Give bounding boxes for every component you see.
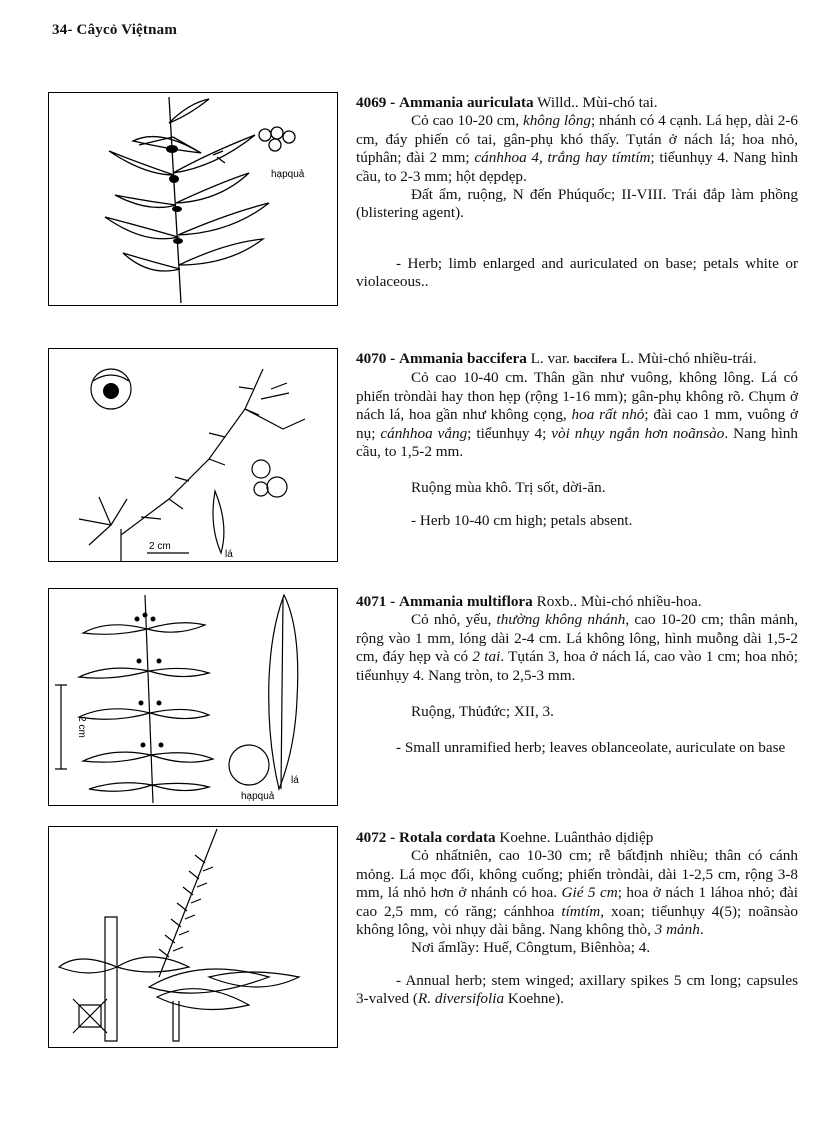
english-summary: - Herb; limb enlarged and auriculated on base; petals white or violaceous..	[356, 254, 798, 291]
habitat: Ruộng, Thủđức; XII, 3.	[411, 703, 554, 721]
figure-4072	[48, 826, 338, 1048]
english-summary: - Small unramified herb; leaves oblanceolate, auriculate on base	[396, 739, 786, 757]
figure-label-leaf: lá	[291, 775, 299, 786]
plant-illustration	[49, 589, 337, 805]
plant-illustration	[49, 827, 337, 1047]
entry-number: 4070 -	[356, 350, 396, 367]
figure-4071	[48, 588, 338, 806]
figure-label: hạpquả	[271, 169, 305, 180]
scientific-name: Ammania baccifera	[399, 350, 527, 367]
author-common-name: Roxb.. Mùi-chó nhiều-hoa.	[532, 593, 702, 610]
plant-illustration	[49, 93, 337, 305]
entry-4070	[356, 350, 798, 530]
figure-4070	[48, 348, 338, 562]
scientific-name: Ammania multiflora	[399, 593, 533, 610]
common-name: L. Mùi-chó nhiều-trái.	[617, 350, 757, 367]
entry-4069	[356, 94, 798, 292]
scientific-name: Rotala cordata	[399, 829, 496, 846]
description: Cỏ nhỏ, yếu, thường không nhánh, cao 10-20 cm; thân mảnh, rộng vào 1 mm, lóng dài 2-4 cm. Lá không lông, hình muỗng dài 1,5-2 cm, đáy hẹp và có 2 tai. Tụtán 3, hoa ở nách lá, cao vào 1 cm; hoa nhỏ; tiểunhụy 4. Nang tròn, to 2,5-3 mm.	[356, 611, 798, 684]
figure-label: lá	[225, 549, 233, 560]
description: Cỏ cao 10-40 cm. Thân gần như vuông, không lông. Lá có phiến tròndài hay thon hẹp (rộng 1-16 mm); gân-phụ không rõ. Chụm ở nách lá, hoa gần như không cọng, hoa rất nhỏ; đài cao 1 mm, vuông ở nụ; cánhhoa vắng; tiểunhụy 4; vòi nhụy ngắn hơn noãnsào. Nang hình cầu, to 1,5-2 mm.	[356, 369, 798, 461]
entry-4072	[356, 829, 798, 1009]
entry-number: 4071 -	[356, 593, 396, 610]
entry-number: 4069 -	[356, 94, 396, 111]
page-header: 34- Câycỏ Việtnam	[52, 22, 178, 38]
habitat: Ruộng mùa khô. Trị sốt, dời-ăn.	[411, 479, 606, 497]
english-summary: - Annual herb; stem winged; axillary spikes 5 cm long; capsules 3-valved (R. diversifolia Koehne).	[356, 971, 798, 1008]
figure-4069	[48, 92, 338, 306]
author-common-name: Koehne. Luânthảo dịdiệp	[495, 829, 654, 846]
author: L. var.	[526, 350, 574, 367]
entry-4071	[356, 593, 798, 758]
description: Cỏ cao 10-20 cm, không lông; nhánh có 4 cạnh. Lá hẹp, dài 2-6 cm, đáy phiến có tai, gân-phụ khó thấy. Tụtán ở nách lá; hoa nhỏ, túphân; đài 2 mm; cánhhoa 4, trắng hay tímtím; tiểunhụy 4. Nang hình cầu, to 2-3 mm; hột dẹpdẹp.	[356, 112, 798, 185]
habitat: Đất ẩm, ruộng, N đến Phúquốc; II-VIII. Trái đắp làm phồng (blistering agent).	[356, 186, 798, 222]
entry-number: 4072 -	[356, 829, 396, 846]
habitat: Nơi ẩmlầy: Huế, Côngtum, Biênhòa; 4.	[411, 939, 651, 957]
figure-scale: 2 cm	[76, 716, 87, 738]
plant-illustration	[49, 349, 337, 561]
author-common-name: Willd.. Mùi-chó tai.	[533, 94, 658, 111]
description: Cỏ nhấtniên, cao 10-30 cm; rễ bấtđịnh nhiều; thân có cánh mỏng. Lá mọc đối, không cuống; phiến tròndài, dài 1-2,5 cm, rộng 3-8 mm, lá nhỏ hơn ở nhánh có hoa. Gié 5 cm; hoa ở nách 1 láhoa nhỏ; đài cao 2,5 mm, có răng; cánhhoa tímtím, xoan; tiểunhụy 4(5); noãnsào không lông, vòi nhụy dài bằng. Nang không thò, 3 mảnh.	[356, 847, 799, 939]
english-summary: - Herb 10-40 cm high; petals absent.	[411, 511, 633, 529]
variety-name: baccifera	[573, 354, 618, 366]
figure-label: hạpquả	[241, 791, 275, 802]
scientific-name: Ammania auriculata	[399, 94, 534, 111]
figure-scale: 2 cm	[149, 541, 171, 552]
